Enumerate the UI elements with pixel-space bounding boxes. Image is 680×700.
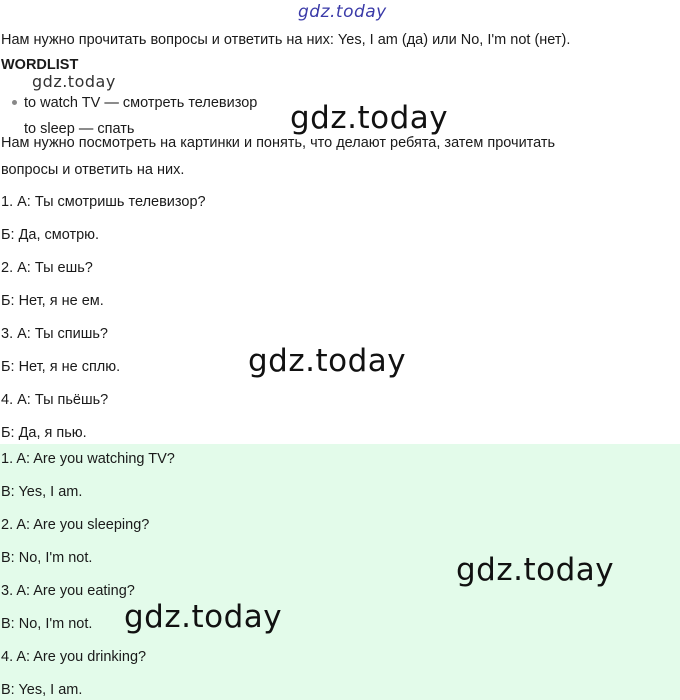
- answer-line-2: B: Yes, I am.: [1, 484, 83, 500]
- answer-line-4: B: No, I'm not.: [1, 550, 93, 566]
- watermark-small: gdz.today: [32, 72, 116, 91]
- task-line-1: Нам нужно посмотреть на картинки и понять, что делают ребята, затем прочитать: [1, 135, 556, 151]
- answer-line-7: 4. A: Are you drinking?: [1, 649, 147, 665]
- wordlist-item-2: to sleep — спать: [24, 121, 135, 137]
- wordlist-heading: WORDLIST: [1, 57, 79, 73]
- task-line-2: вопросы и ответить на них.: [1, 162, 185, 178]
- translation-line-8: Б: Да, я пью.: [1, 425, 87, 441]
- translation-line-6: Б: Нет, я не сплю.: [1, 359, 121, 375]
- wordlist-bullet: [12, 100, 17, 105]
- watermark-big-2: gdz.today: [248, 343, 407, 379]
- translation-line-1: 1. А: Ты смотришь телевизор?: [1, 194, 206, 210]
- answer-line-6: B: No, I'm not.: [1, 616, 93, 632]
- intro-text: Нам нужно прочитать вопросы и ответить на них: Yes, I am (да) или No, I'm not (нет).: [1, 32, 571, 48]
- watermark-big-3: gdz.today: [456, 552, 615, 588]
- translation-line-3: 2. А: Ты ешь?: [1, 260, 93, 276]
- answer-line-8: B: Yes, I am.: [1, 682, 83, 698]
- translation-line-2: Б: Да, смотрю.: [1, 227, 100, 243]
- translation-line-5: 3. А: Ты спишь?: [1, 326, 108, 342]
- answer-line-5: 3. A: Are you eating?: [1, 583, 135, 599]
- watermark-big-1: gdz.today: [290, 100, 449, 136]
- watermark-top: gdz.today: [298, 2, 387, 22]
- watermark-big-4: gdz.today: [124, 599, 283, 635]
- translation-line-4: Б: Нет, я не ем.: [1, 293, 104, 309]
- answer-line-3: 2. A: Are you sleeping?: [1, 517, 150, 533]
- answer-line-1: 1. A: Are you watching TV?: [1, 451, 175, 467]
- wordlist-item-1: to watch TV — смотреть телевизор: [24, 95, 258, 111]
- translation-line-7: 4. А: Ты пьёшь?: [1, 392, 109, 408]
- wordlist-item-2-clipped: [24, 118, 135, 137]
- answer-block: [0, 444, 680, 700]
